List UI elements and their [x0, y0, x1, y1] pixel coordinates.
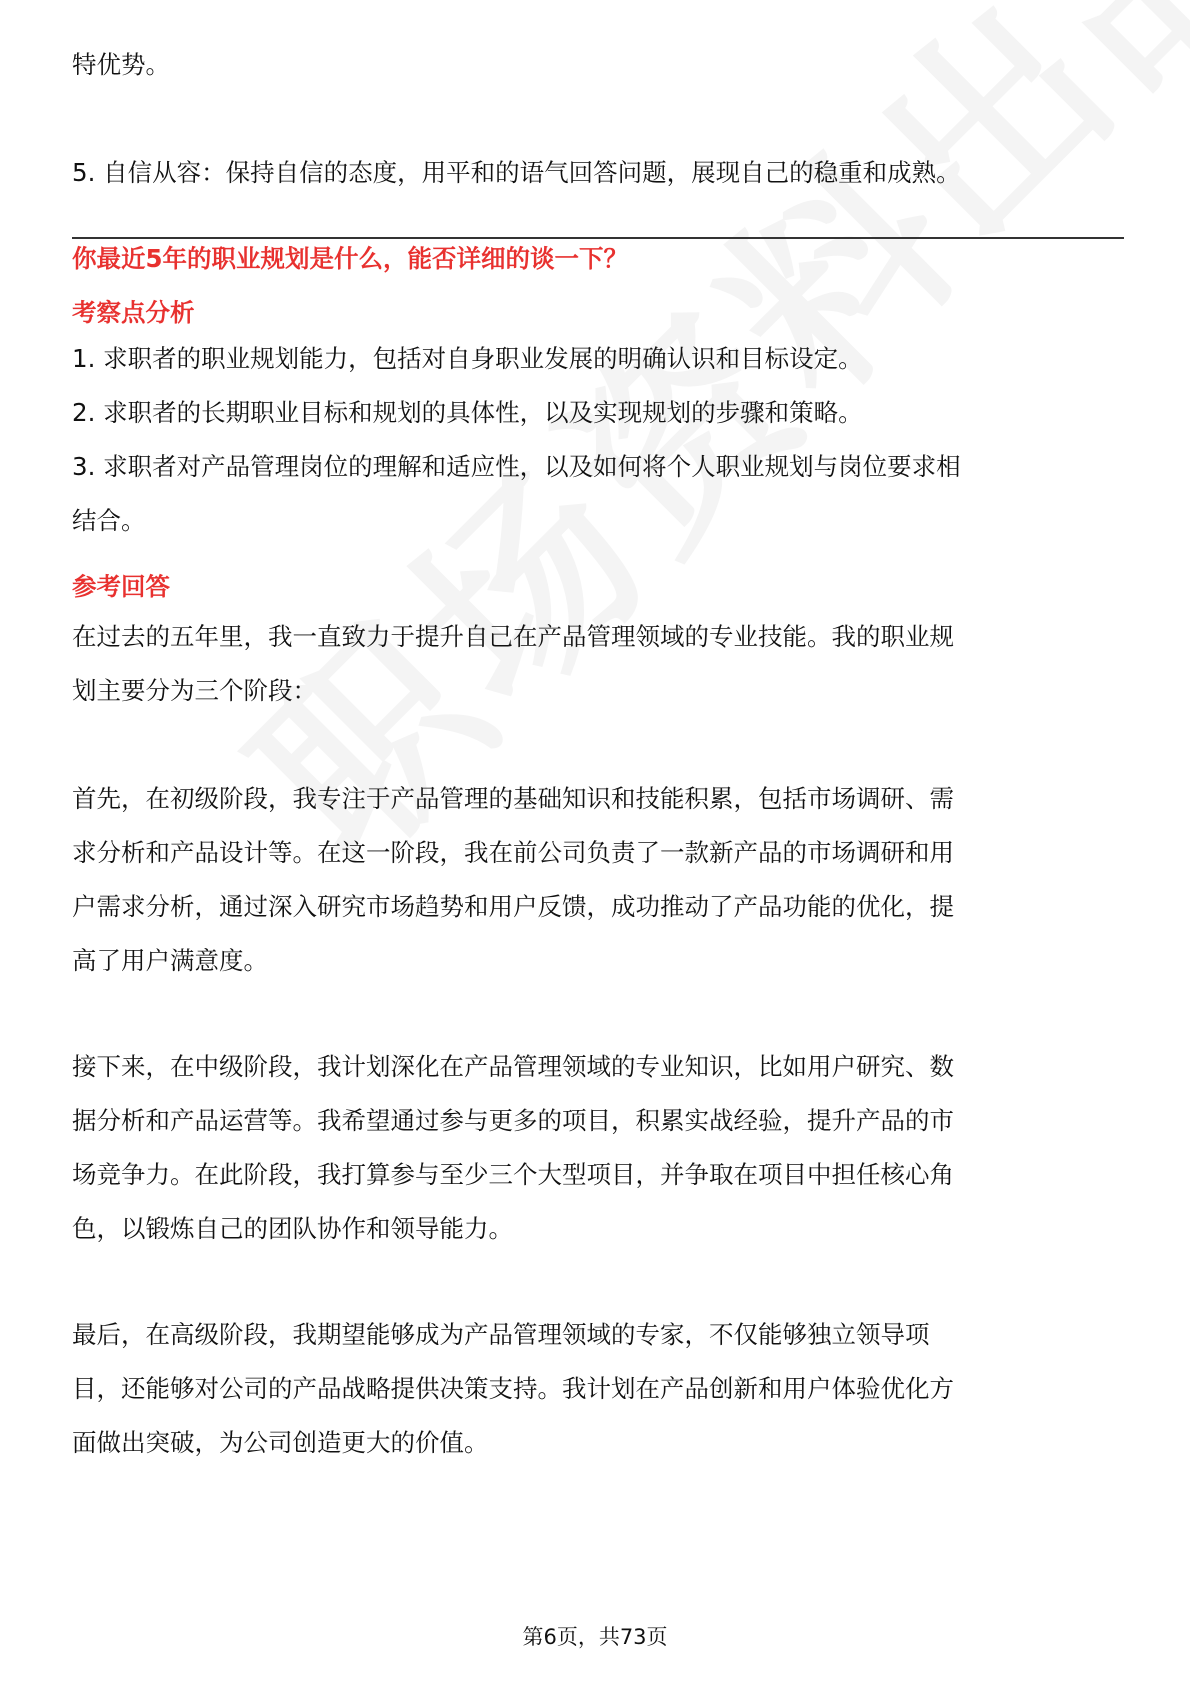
answer-paragraph-2-line-1: 首先，在初级阶段，我专注于产品管理的基础知识和技能积累，包括市场调研、需: [72, 784, 954, 813]
previous-answer-tail: 特优势。: [72, 50, 170, 79]
answer-paragraph-2-line-3: 户需求分析，通过深入研究市场趋势和用户反馈，成功推动了产品功能的优化，提: [72, 892, 954, 921]
answer-paragraph-3-line-3: 场竞争力。在此阶段，我打算参与至少三个大型项目，并争取在项目中担任核心角: [72, 1160, 954, 1189]
previous-point-5: 5. 自信从容：保持自信的态度，用平和的语气回答问题，展现自己的稳重和成熟。: [72, 158, 961, 187]
answer-paragraph-3-line-4: 色，以锻炼自己的团队协作和领导能力。: [72, 1214, 513, 1243]
answer-paragraph-2-line-4: 高了用户满意度。: [72, 946, 268, 975]
answer-paragraph-3-line-1: 接下来，在中级阶段，我计划深化在产品管理领域的专业知识，比如用户研究、数: [72, 1052, 954, 1081]
page-number: 第6页，共73页: [522, 1625, 668, 1649]
answer-paragraph-2-line-2: 求分析和产品设计等。在这一阶段，我在前公司负责了一款新产品的市场调研和用: [72, 838, 954, 867]
section-divider: [72, 237, 1124, 239]
answer-paragraph-4-line-1: 最后，在高级阶段，我期望能够成为产品管理领域的专家，不仅能够独立领导项: [72, 1320, 930, 1349]
analysis-heading: 考察点分析: [72, 298, 195, 327]
answer-paragraph-4-line-2: 目，还能够对公司的产品战略提供决策支持。我计划在产品创新和用户体验优化方: [72, 1374, 954, 1403]
analysis-point-3: 3. 求职者对产品管理岗位的理解和适应性，以及如何将个人职业规划与岗位要求相: [72, 452, 961, 481]
analysis-point-3-continued: 结合。: [72, 506, 146, 535]
analysis-point-2: 2. 求职者的长期职业目标和规划的具体性，以及实现规划的步骤和策略。: [72, 398, 863, 427]
analysis-point-1: 1. 求职者的职业规划能力，包括对自身职业发展的明确认识和目标设定。: [72, 344, 863, 373]
answer-paragraph-1-line-1: 在过去的五年里，我一直致力于提升自己在产品管理领域的专业技能。我的职业规: [72, 622, 954, 651]
answer-paragraph-4-line-3: 面做出突破，为公司创造更大的价值。: [72, 1428, 489, 1457]
answer-paragraph-1-line-2: 划主要分为三个阶段：: [72, 676, 317, 705]
question-title: 你最近5年的职业规划是什么，能否详细的谈一下？: [72, 244, 629, 273]
answer-heading: 参考回答: [72, 572, 170, 601]
answer-paragraph-3-line-2: 据分析和产品运营等。我希望通过参与更多的项目，积累实战经验，提升产品的市: [72, 1106, 954, 1135]
